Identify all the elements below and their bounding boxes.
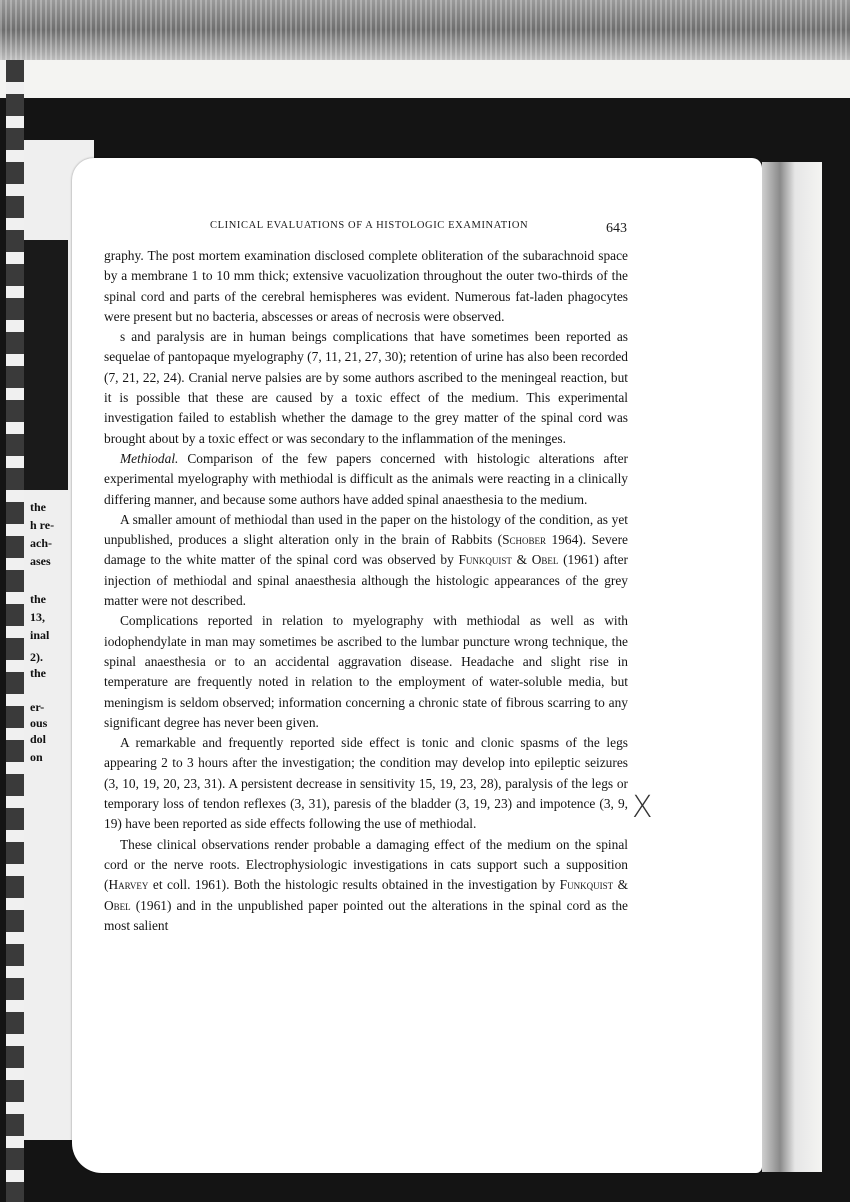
- paragraph: A remarkable and frequently reported side effect is tonic and clonic spasms of the legs appearing 2 to 3 hours after the investigation; the condition may develop into epileptic seizures (3, 10, 19, 20, 23, 31). A persistent decrease in sensitivity 15, 19, 23, 28), paralysis of the legs or temporary loss of tendon reflexes (3, 31), paresis of the bladder (3, 19, 23) and impotence (3, 9, 19) have been reported as side effects following the use of methiodal.: [104, 735, 628, 832]
- previous-page-dark-block: [24, 240, 68, 490]
- paragraph-text: (1961) and in the unpublished paper pointed out the alterations in the spinal cord as the most salient: [104, 897, 628, 933]
- paragraph: [104, 449, 628, 510]
- citation-author: Schober: [502, 532, 547, 548]
- paragraph: graphy. The post mortem examination disclosed complete obliteration of the subarachnoid space by a membrane 1 to 10 mm thick; extensive vacuolization throughout the outer two-thirds of the spinal cord and parts of the cerebral hemispheres was evident. Numerous fat-laden phagocytes were present but no bacteria, abscesses or areas of necrosis were observed.: [104, 248, 628, 324]
- previous-page-word: er-: [30, 700, 45, 714]
- paragraph-text: et coll. 1961). Both the histologic results obtained in the investigation by: [148, 877, 560, 893]
- paragraph-text: (1961) after injection of methiodal and spinal anaesthesia although the histologic appearances of the grey matter were not described.: [104, 552, 628, 609]
- previous-page-word: inal: [30, 628, 50, 642]
- paragraph: [104, 510, 628, 611]
- spiral-binding-edge: [6, 60, 24, 1202]
- previous-page-word: on: [30, 750, 43, 764]
- paragraph-text: Comparison of the few papers concerned with histologic alterations after experimental myelography with methiodal is difficult as the animals were reacting in a clinically differing manner, and because some authors have added spinal anaesthesia to the medium.: [104, 450, 628, 507]
- previous-page-word: 2).: [30, 650, 43, 664]
- paragraph-text: These clinical observations render probable a damaging effect of the medium on the spinal cord or the nerve roots. Electrophysiologic investigations in cats support such a supposition (: [104, 836, 628, 893]
- paragraph-text: 1964). Severe damage to the white matter of the spinal cord was observed by: [104, 532, 629, 568]
- citation-author: Harvey: [108, 877, 149, 893]
- previous-page-word: dol: [30, 732, 47, 746]
- page-number: 643: [606, 221, 627, 236]
- citation-author: Funkquist & Obel: [458, 552, 559, 568]
- paragraph: s and paralysis are in human beings complications that have sometimes been reported as sequelae of pantopaque myelography (7, 11, 21, 27, 30); retention of urine has also been recorded (7, 21, 22, 24). Cranial nerve palsies are by some authors ascribed to the meningeal reaction, but it is possible that these are caused by a toxic effect of the medium. This experimental investigation failed to establish whether the damage to the grey matter of the spinal cord was brought about by a toxic effect or was secondary to the inflammation of the meninges.: [104, 329, 628, 446]
- page-stack-edge: [762, 162, 822, 1172]
- previous-page-word: ous: [30, 716, 48, 730]
- section-lead-heading: Methiodal.: [120, 450, 179, 466]
- previous-page-word: 13,: [30, 610, 45, 624]
- previous-page-word: the: [30, 500, 46, 514]
- paragraph-text: A smaller amount of methiodal than used in the paper on the histology of the condition, as yet unpublished, produces a slight alteration only in the brain of Rabbits (: [104, 511, 628, 548]
- scan-top-band: [0, 0, 850, 60]
- citation-author: Funkquist & Obel: [104, 877, 628, 913]
- previous-page-word: h re-: [30, 518, 55, 532]
- previous-page-word: ach-: [30, 536, 52, 550]
- running-head: CLINICAL EVALUATIONS OF A HISTOLOGIC EXAMINATION: [210, 220, 529, 231]
- paragraph: [104, 835, 628, 936]
- article-body: [104, 246, 628, 936]
- previous-page-word: ases: [30, 554, 51, 568]
- previous-page-word: the: [30, 592, 46, 606]
- paragraph: Complications reported in relation to myelography with methiodal as well as with iodophendylate in man may sometimes be ascribed to the lumbar puncture wrong technique, the spinal anaesthesia or to an accidental aggravation disease. Headache and slight rise in temperature are frequently noted in relation to the employment of water-soluble media, but meningism is seldom observed; information concerning a chronic state of fibrous scarring to any significant degree has never been given.: [104, 613, 628, 730]
- previous-page-word: the: [30, 666, 46, 680]
- handwritten-margin-mark: X: [632, 790, 653, 825]
